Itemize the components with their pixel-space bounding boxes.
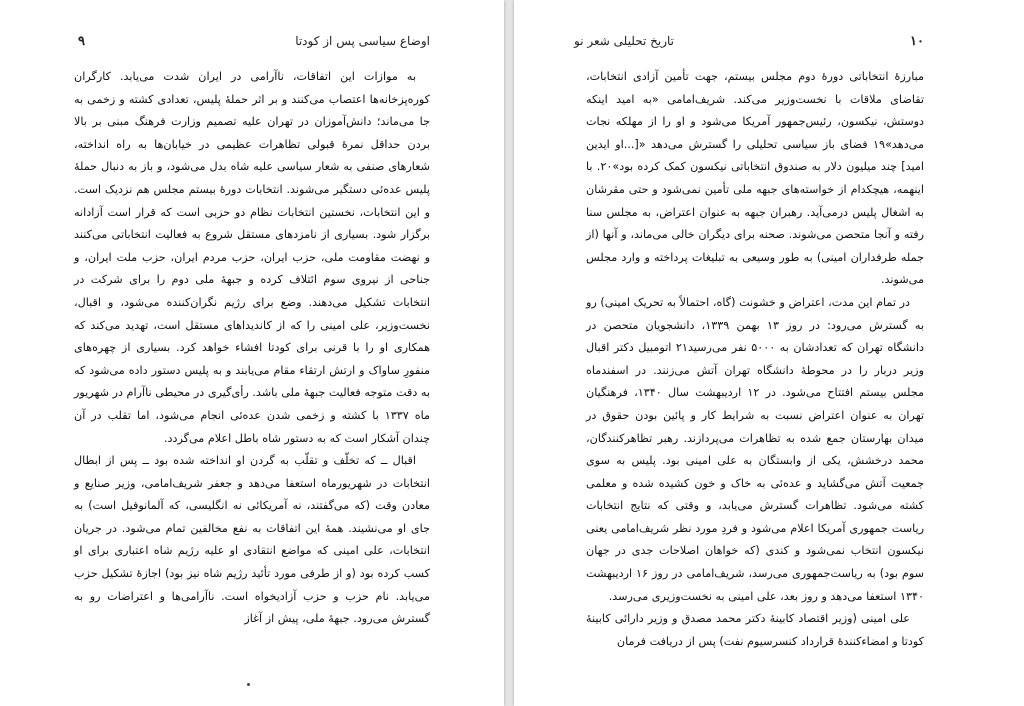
right-page-body [586, 66, 924, 653]
right-page-header [574, 34, 924, 49]
scan-dot [247, 683, 250, 686]
left-page-body [74, 66, 430, 631]
left-page-header [78, 34, 430, 49]
right-page [514, 0, 1024, 706]
right-page-header-title: تاریخ تحلیلی شعر نو [574, 34, 674, 48]
paragraph: اقبال ــ که تخلّف و تقلّب به گردن او انداخته شده بود ــ پس از ابطال انتخابات در شهریورماه استعفا می‌دهد و جعفر شریف‌امامی، وزیر صنایع و معادن وقت (که می‌گفتند، نه آمریکائی نه انگلیسی، که آلمانوفیل است) به جای او می‌نشیند. همهٔ این اتفاقات به نفع مخالفین تمام می‌شود. در جریان انتخابات، علی امینی که مواضع انتقادی او علیه رژیم شاه اعتباری برای او کسب کرده بود (و از طرفی مورد تأئید رژیم شاه نیز بود) اجازهٔ تشکیل حزب می‌یابد. نام حزب و حزب آزادیخواه است. ناآرامی‌ها و اعتراضات رو به گسترش می‌رود. جبههٔ ملی، پیش از آغاز [74, 454, 430, 626]
left-page-header-title: اوضاع سیاسی پس از کودتا [295, 34, 430, 48]
left-page [0, 0, 504, 706]
paragraph: مبارزهٔ انتخاباتی دورهٔ دوم مجلس بیستم، جهت تأمین آزادی انتخابات، تقاضای ملاقات با نخست‌وزیر می‌کند. شریف‌امامی «به امید اینکه دوستش، نیکسون، رئیس‌جمهور آمریکا می‌شود و او را از مهلکه نجات می‌دهد»۱۹ فضای باز سیاسی تحلیلی را گسترش می‌دهد «[...او ایدین امید] چند میلیون دلار به صندوق انتخاباتی نیکسون کمک کرده بود»۲۰. با اینهمه، هیچکدام از خواسته‌های جبهه ملی تأمین نمی‌شود و حتی مقرشان به اشغال پلیس درمی‌آید. رهبران جبهه به عنوان اعتراض، به مجلس سنا رفته و آنجا متحصن می‌شوند. صحنه برای دیگران خالی می‌ماند، و آنها (از جمله طرفداران امینی) به طور وسیعی به تبلیغات پرداخته و وارد مجلس می‌شوند. [586, 70, 924, 287]
paragraph: در تمام این مدت، اعتراض و خشونت (گاه، احتمالاً به تحریک امینی) رو به گسترش می‌رود: در روز ۱۳ بهمن ۱۳۳۹، دانشجویان متحصن در دانشگاه تهران که تعدادشان به ۵۰۰۰ نفر می‌رسید۲۱ اتومبیل دکتر اقبال وزیر دربار را در محوطهٔ دانشگاه تهران آتش می‌زنند. در اسفندماه مجلس بیستم افتتاح می‌شود. در ۱۲ اردیبهشت سال ۱۳۴۰، فرهنگیان تهران به عنوان اعتراض نسبت به شرایط کار و پائین بودن حقوق در میدان بهارستان جمع شده به تظاهرات می‌پردازند. رهبر تظاهرکنندگان، محمد درخشش، یکی از وابستگان به علی امینی بود. پلیس به سوی جمعیت آتش می‌گشاید و عده‌ئی به خاک و خون کشیده شده و معلمی کشته می‌شود. تظاهرات گسترش می‌یابد، و وقتی که نتایج انتخابات ریاست جمهوری آمریکا اعلام می‌شود و فردِ مورد نظر شریف‌امامی یعنی نیکسون انتخاب نمی‌شود و کندی (که خواهان اصلاحات جدی در جهان سوم بود) به ریاست‌جمهوری می‌رسد، شریف‌امامی در روز ۱۶ اردیبهشت ۱۳۴۰ استعفا می‌دهد و روز بعد، علی امینی به نخست‌وزیری می‌رسد. [586, 295, 924, 603]
left-page-number: ۹ [78, 34, 85, 49]
paragraph: علی امینی (وزیر اقتصاد کابینهٔ دکتر محمد مصدق و وزیر دارائی کابینهٔ کودتا و امضاءکنندهٔ قرارداد کنسرسیوم نفت) پس از دریافت فرمان [586, 612, 924, 648]
right-page-number: ۱۰ [910, 34, 924, 49]
paragraph: به موازات این اتفاقات، ناآرامی در ایران شدت می‌یابد. کارگران کوره‌پزخانه‌ها اعتصاب می‌کنند و بر اثر حملهٔ پلیس، تعدادی کشته و زخمی به جا می‌ماند؛ دانش‌آموزان در تهران علیه تصمیم وزارت فرهنگ مبنی بر بالا بردن حداقل نمرهٔ قبولی تظاهرات عظیمی در خیابان‌ها به راه انداخته، شعارهای صنفی به شعار سیاسی علیه شاه بدل می‌شود، و باز به دنبال حملهٔ پلیس عده‌ئی دستگیر می‌شوند. انتخابات دورهٔ بیستم مجلس هم نزدیک است. و این انتخابات، نخستین انتخابات نظام دو حزبی است که قرار است آزادانه برگزار شود. بسیاری از نامزدهای مستقل شروع به فعالیت انتخاباتی می‌کنند و نهضت مقاومت ملی، حزب ایران، حزب مردم ایران، حزب ملت ایران، و جناحی از نیروی سوم ائتلاف کرده و جبههٔ ملی دوم را برای شرکت در انتخابات تشکیل می‌دهند. وضع برای رژیم نگران‌کننده می‌شود، و اقبال، نخست‌وزیر، علی امینی را که از کاندیداهای مستقل است، تهدید می‌کند که همکاری او را با قرنی برای کودتا افشاء خواهد کرد. بسیاری از چهره‌های منفورِ ساواک و ارتش ارتقاء مقام می‌یابند و به پلیس دستور داده می‌شود که به دقت متوجه فعالیت جبههٔ ملی باشد. رأی‌گیری در محیطی ناآرام در شهریور ماه ۱۳۳۷ با کشته و زخمی شدن عده‌ئی انجام می‌شود، اما تقلب در آن چندان آشکار است که به دستور شاه باطل اعلام می‌گردد. [74, 70, 430, 445]
